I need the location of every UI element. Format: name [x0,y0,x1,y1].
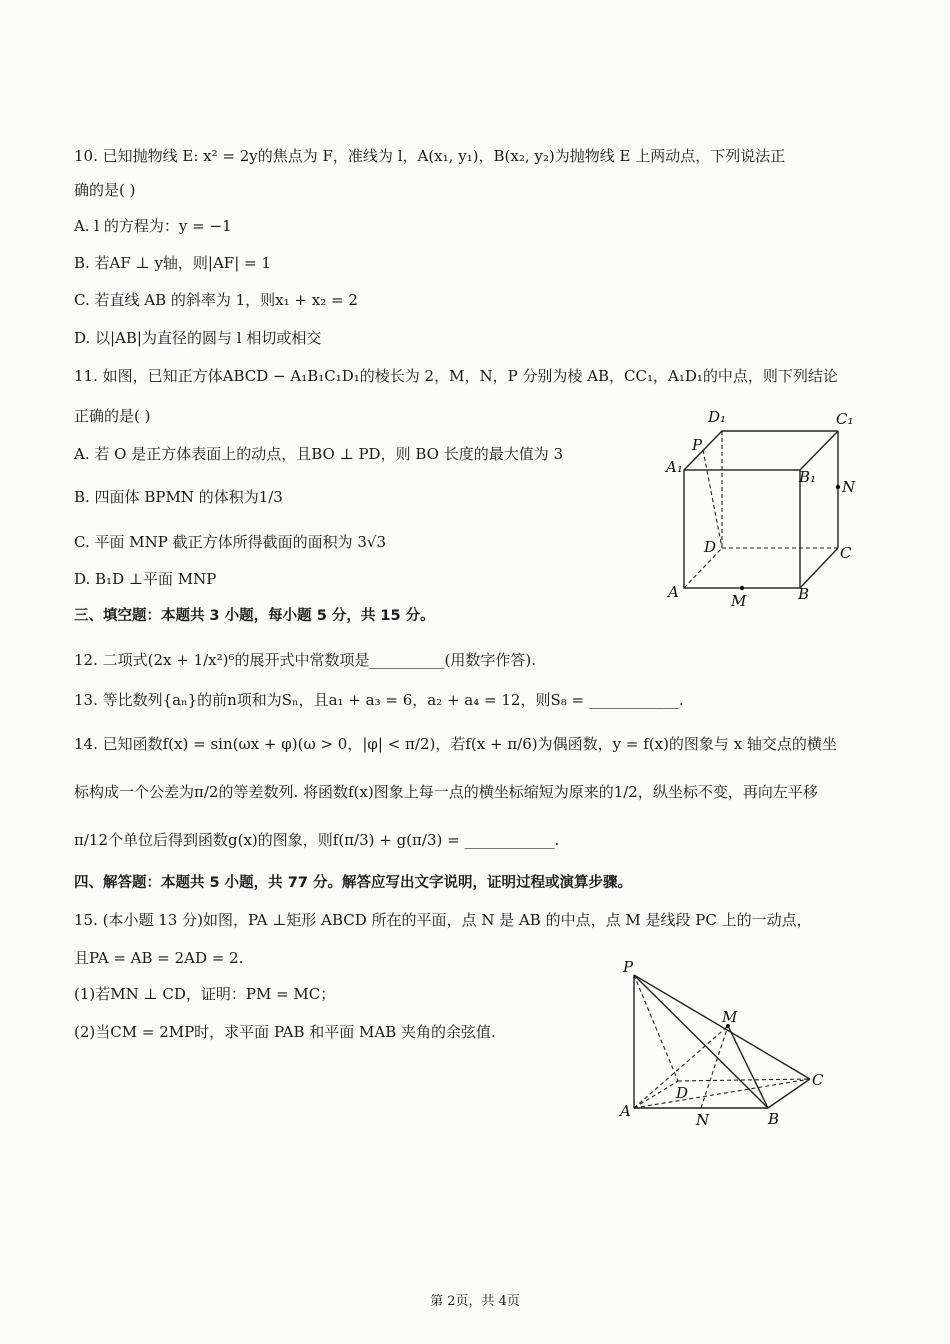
edge-bc [800,548,838,588]
edge-b1c1 [800,431,838,470]
q10-stem-line2: 确的是( ) [74,181,136,199]
label-d: D [704,538,717,556]
label-a1: A₁ [666,458,683,476]
cube-figure [660,402,870,612]
label-n: N [696,1111,710,1129]
edge-bc [768,1079,810,1108]
label-b: B [798,585,810,603]
q13: 13. 等比数列{aₙ}的前n项和为Sₙ，且a₁ + a₃ = 6，a₂ + a₄ = 12，则S₈ = ____________. [74,691,684,709]
q15-part1: (1)若MN ⊥ CD，证明：PM = MC； [74,985,336,1003]
hidden-edge-dc [678,1079,810,1081]
point-m [740,586,744,590]
hidden-segment-pd [703,450,722,548]
q15-part2: (2)当CM = 2MP时，求平面 PAB 和平面 MAB 夹角的余弦值. [74,1023,496,1041]
segment-mb [728,1026,768,1108]
q10-option-d: D. 以|AB|为直径的圆与 l 相切或相交 [74,329,322,347]
pyramid-figure [610,955,840,1135]
label-c: C [840,544,852,562]
label-a: A [668,583,679,601]
q10-option-b: B. 若AF ⊥ y轴，则|AF| = 1 [74,254,271,272]
label-p: P [623,958,634,976]
q11-option-c: C. 平面 MNP 截正方体所得截面的面积为 3√3 [74,533,387,551]
q15-stem-line2: 且PA = AB = 2AD = 2. [74,949,244,967]
label-b1: B₁ [799,468,817,486]
q10-option-c: C. 若直线 AB 的斜率为 1，则x₁ + x₂ = 2 [74,291,358,309]
label-d: D [676,1084,689,1102]
label-c1: C₁ [836,410,854,428]
q11-option-b: B. 四面体 BPMN 的体积为1/3 [74,488,283,506]
section3-heading: 三、填空题：本题共 3 小题，每小题 5 分，共 15 分。 [74,608,435,624]
hidden-diagonal-ac [634,1079,810,1108]
label-m: M [731,592,747,610]
q12: 12. 二项式(2x + 1/x²)⁶的展开式中常数项是__________(用数字作答). [74,651,536,669]
q11-option-a: A. 若 O 是正方体表面上的动点，且BO ⊥ PD，则 BO 长度的最大值为 3 [74,445,564,463]
label-b: B [768,1110,780,1128]
label-p: P [692,436,703,454]
q14-line3: π/12个单位后得到函数g(x)的图象，则f(π/3) + g(π/3) = ____________. [74,831,560,849]
label-d1: D₁ [708,408,727,426]
q14-line2: 标构成一个公差为π/2的等差数列. 将函数f(x)图象上每一点的横坐标缩短为原来的1/2，纵坐标不变，再向左平移 [74,783,818,801]
edge-pc [634,975,810,1079]
label-m: M [722,1008,738,1026]
q11-option-d: D. B₁D ⊥平面 MNP [74,570,217,588]
label-n: N [842,478,856,496]
q15-stem-line1: 15. (本小题 13 分)如图，PA ⊥矩形 ABCD 所在的平面，点 N 是 AB 的中点，点 M 是线段 PC 上的一动点， [74,911,812,929]
label-a: A [620,1102,631,1120]
q10-option-a: A. l 的方程为：y = −1 [74,217,232,235]
hidden-edge-pd [634,975,678,1081]
q11-stem-line2: 正确的是( ) [74,407,151,425]
q14-line1: 14. 已知函数f(x) = sin(ωx + φ)(ω > 0，|φ| < π/2)，若f(x + π/6)为偶函数，y = f(x)的图象与 x 轴交点的横坐 [74,735,837,753]
page-footer: 第 2页，共 4页 [430,1294,520,1309]
section4-heading: 四、解答题：本题共 5 小题，共 77 分。解答应写出文字说明，证明过程或演算步骤。 [74,875,632,891]
hidden-edge-ad [684,548,722,588]
q10-stem-line1: 10. 已知抛物线 E: x² = 2y的焦点为 F，准线为 l，A(x₁, y₁)，B(x₂, y₂)为抛物线 E 上两动点，下列说法正 [74,147,786,165]
label-c: C [812,1071,824,1089]
q11-stem-line1: 11. 如图，已知正方体ABCD − A₁B₁C₁D₁的棱长为 2，M，N，P 分别为棱 AB，CC₁，A₁D₁的中点，则下列结论 [74,367,838,385]
point-n [836,485,840,489]
